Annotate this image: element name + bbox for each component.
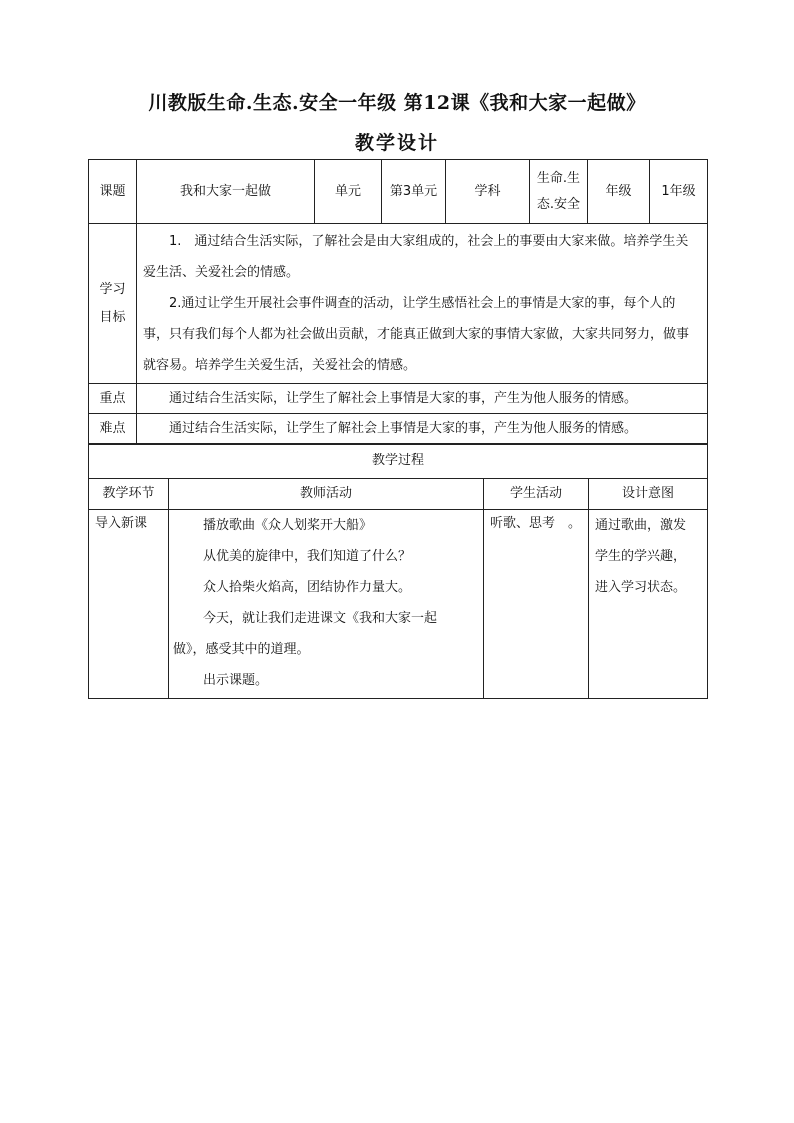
process-heading: 教学过程 (89, 444, 708, 479)
teaching-process-table (88, 443, 708, 699)
column-header-stage: 教学环节 (89, 479, 169, 510)
column-header-teacher: 教师活动 (169, 479, 484, 510)
subject-value-line-1: 生命.生 (536, 170, 581, 186)
subject-label: 学科 (446, 160, 530, 224)
intent-line: 进入学习状态。 (595, 580, 687, 595)
goals-label (89, 224, 137, 384)
goals-content (137, 224, 708, 384)
subject-value (530, 160, 588, 224)
lesson-label: 课题 (89, 160, 137, 224)
teacher-line: 播放歌曲《众人划桨开大船》 (203, 518, 373, 533)
lesson-info-table (88, 159, 708, 445)
column-header-intent: 设计意图 (589, 479, 708, 510)
grade-value: 1年级 (650, 160, 708, 224)
student-activity-cell: 听歌、思考 。 (484, 510, 589, 699)
column-header-student: 学生活动 (484, 479, 589, 510)
stage-cell: 导入新课 (89, 510, 169, 699)
teacher-line: 出示课题。 (203, 673, 269, 688)
teacher-activity-cell (169, 510, 484, 699)
difficult-point-text: 通过结合生活实际，让学生了解社会上事情是大家的事，产生为他人服务的情感。 (137, 414, 708, 445)
goal-item-1: 1. 通过结合生活实际，了解社会是由大家组成的，社会上的事要由大家来做。培养学生关爱生活、关爱社会的情感。 (143, 234, 689, 280)
goals-label-line-1: 学习 (99, 281, 126, 297)
unit-label: 单元 (315, 160, 382, 224)
key-point-text: 通过结合生活实际，让学生了解社会上事情是大家的事，产生为他人服务的情感。 (137, 384, 708, 414)
lesson-value: 我和大家一起做 (137, 160, 315, 224)
subject-value-line-2: 态.安全 (536, 196, 581, 212)
goals-label-line-2: 目标 (99, 309, 126, 325)
teacher-line: 今天，就让我们走进课文《我和大家一起 (203, 611, 438, 626)
key-point-label: 重点 (89, 384, 137, 414)
difficult-point-label: 难点 (89, 414, 137, 445)
goal-item-2: 2.通过让学生开展社会事件调查的活动，让学生感悟社会上的事情是大家的事，每个人的事，只有我们每个人都为社会做出贡献，才能真正做到大家的事情大家做，大家共同努力，做事就容易。培养学生关爱生活，关爱社会的情感。 (143, 296, 690, 373)
teacher-line: 从优美的旋律中，我们知道了什么？ (203, 549, 412, 564)
teacher-line: 众人拾柴火焰高，团结协作力量大。 (203, 580, 412, 595)
intent-line: 学生的学兴趣， (595, 549, 687, 564)
intent-line: 通过歌曲，激发 (595, 518, 687, 533)
grade-label: 年级 (588, 160, 650, 224)
document-subtitle: 教学设计 (354, 132, 439, 154)
document-title: 川教版生命.生态.安全一年级 第12课《我和大家一起做》 (148, 92, 646, 114)
design-intent-cell (589, 510, 708, 699)
teacher-line: 做》，感受其中的道理。 (173, 642, 310, 657)
unit-value: 第3单元 (382, 160, 446, 224)
